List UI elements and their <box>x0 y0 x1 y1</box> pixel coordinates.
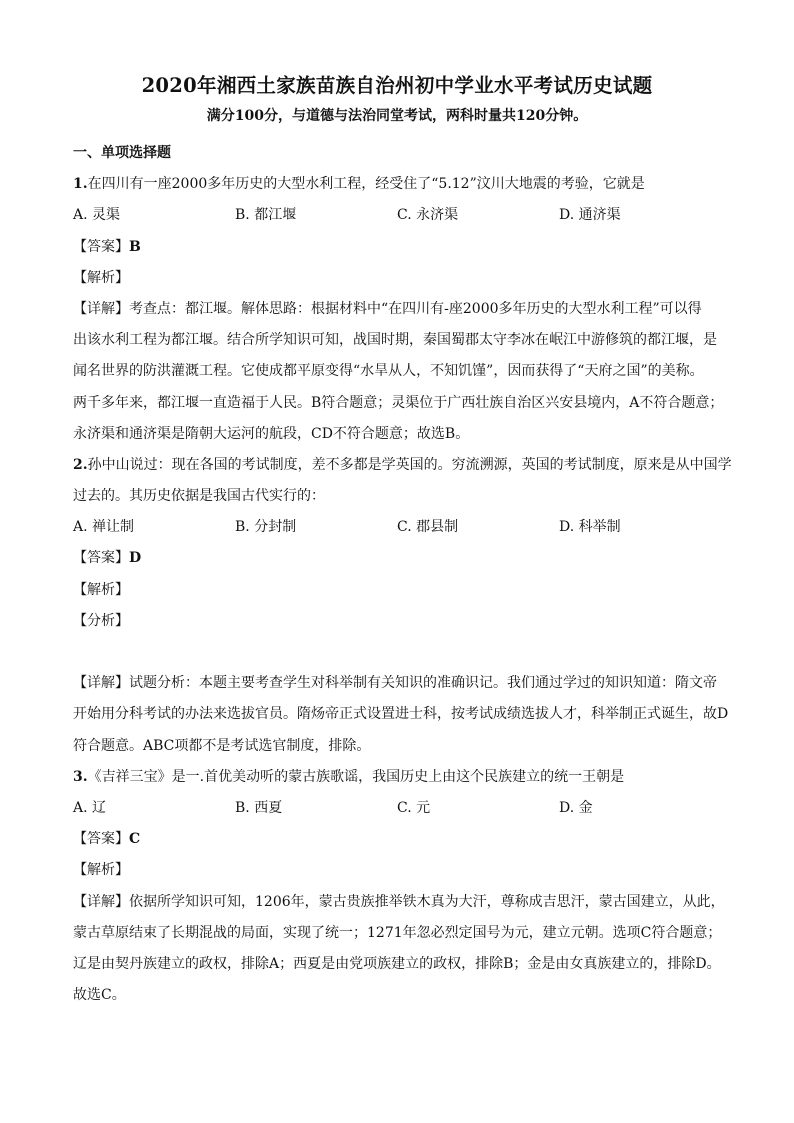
question-text: 《吉祥三宝》是一.首优美动听的蒙古族歌谣，我国历史上由这个民族建立的统一王朝是 <box>87 768 625 785</box>
option-b: B. 都江堰 <box>235 207 297 224</box>
answer-value: C <box>129 831 141 848</box>
detail-line <box>73 668 723 699</box>
question-number: 1. <box>73 176 88 193</box>
blank-line <box>73 637 723 668</box>
detail-line: 闻名世界的防洪灌溉工程。它使成都平原变得“水旱从人，不知饥馑”，因而获得了“天府之国”的美称。 <box>73 363 704 380</box>
detail-text: 试题分析：本题主要考查学生对科举制有关知识的准确识记。我们通过学过的知识知道：隋文帝 <box>129 675 717 692</box>
answer-value: D <box>129 550 142 567</box>
analysis-label: 【解析】 <box>73 581 129 598</box>
detail-line: 两千多年来，都江堰一直造福于人民。B符合题意；灵渠位于广西壮族自治区兴安县境内，A不符合题意； <box>73 394 724 411</box>
page-subtitle: 满分100分，与道德与法治同堂考试，两科时量共120分钟。 <box>206 108 588 124</box>
answer-row <box>73 543 723 574</box>
question-1 <box>73 169 723 200</box>
answer-row <box>73 824 723 855</box>
option-a: A. 灵渠 <box>73 207 121 224</box>
page-title: 2020年湘西土家族苗族自治州初中学业水平考试历史试题 <box>141 74 653 97</box>
analysis2-label: 【分析】 <box>73 612 129 629</box>
detail-line: 辽是由契丹族建立的政权，排除A；西夏是由党项族建立的政权，排除B；金是由女真族建立的，排除D。 <box>73 955 721 972</box>
detail-label: 【详解】 <box>73 675 129 692</box>
option-c: C. 郡县制 <box>397 519 459 536</box>
option-a: A. 辽 <box>73 799 107 816</box>
detail-text: 依据所学知识可知，1206年，蒙古贵族推举铁木真为大汗，尊称成吉思汗，蒙古国建立，从此， <box>129 893 725 910</box>
answer-label: 【答案】 <box>73 238 129 255</box>
analysis-label: 【解析】 <box>73 269 129 286</box>
question-text: 在四川有一座2000多年历史的大型水利工程，经受住了“5.12”汶川大地震的考验，它就是 <box>87 176 645 193</box>
answer-label: 【答案】 <box>73 831 129 848</box>
question-2-options <box>73 512 723 543</box>
option-d: D. 通济渠 <box>559 207 621 224</box>
option-b: B. 西夏 <box>235 799 283 816</box>
option-a: A. 禅让制 <box>73 519 135 536</box>
question-text: 孙中山说过：现在各国的考试制度，差不多都是学英国的。穷流溯源，英国的考试制度，原来是从中国学 <box>87 456 732 473</box>
option-d: D. 科举制 <box>559 519 621 536</box>
exam-content <box>73 138 732 1011</box>
detail-line <box>73 887 723 918</box>
detail-line: 蒙古草原结束了长期混战的局面，实现了统一；1271年忽必烈定国号为元，建立元朝。选项C符合题意； <box>73 924 722 941</box>
option-b: B. 分封制 <box>235 519 297 536</box>
question-1-options <box>73 200 723 231</box>
detail-line: 开始用分科考试的办法来选拔官员。隋炀帝正式设置进士科，按考试成绩选拔人才，科举制正式诞生，故D <box>73 706 729 723</box>
option-c: C. 永济渠 <box>397 207 459 224</box>
question-number: 3. <box>73 768 88 785</box>
answer-label: 【答案】 <box>73 550 129 567</box>
question-3-options <box>73 793 723 824</box>
question-2 <box>73 450 732 481</box>
answer-value: B <box>129 238 141 255</box>
detail-text: 考查点：都江堰。解体思路：根据材料中“在四川有-座2000多年历史的大型水利工程”可以得 <box>129 300 702 317</box>
option-d: D. 金 <box>559 799 593 816</box>
detail-line: 永济渠和通济渠是隋朝大运河的航段，CD不符合题意；故选B。 <box>73 425 470 442</box>
question-text-cont: 过去的。其历史依据是我国古代实行的： <box>73 488 325 505</box>
detail-line: 故选C。 <box>73 987 126 1004</box>
detail-label: 【详解】 <box>73 300 129 317</box>
analysis-label: 【解析】 <box>73 862 129 879</box>
question-3 <box>73 762 723 793</box>
option-c: C. 元 <box>397 799 431 816</box>
section-title: 一、单项选择题 <box>73 145 171 161</box>
detail-label: 【详解】 <box>73 893 129 910</box>
answer-row <box>73 232 723 263</box>
detail-line: 符合题意。ABC项都不是考试选官制度，排除。 <box>73 737 371 754</box>
question-number: 2. <box>73 456 88 473</box>
detail-line: 出该水利工程为都江堰。结合所学知识可知，战国时期，秦国蜀郡太守李冰在岷江中游修筑的都江堰，是 <box>73 332 717 349</box>
detail-line <box>73 294 723 325</box>
